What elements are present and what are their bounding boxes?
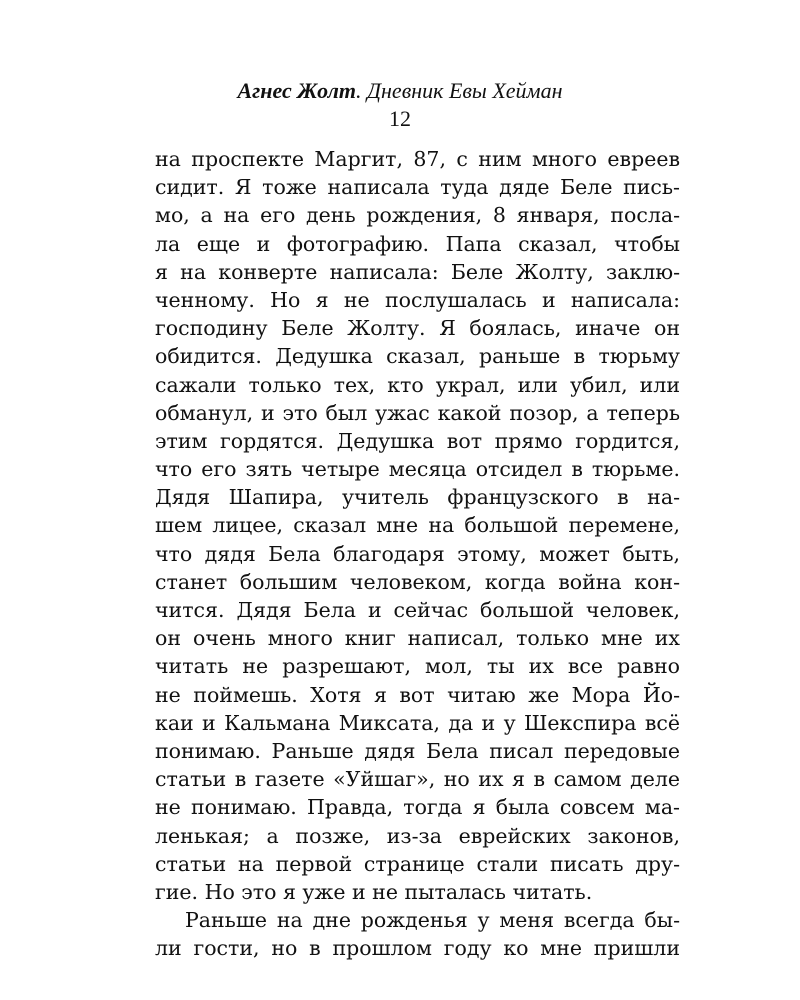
text-line: ленькая; а позже, из-за еврейских законов, — [155, 823, 680, 848]
text-line: что его зять четыре месяца отсидел в тюрьме. — [155, 457, 680, 482]
running-head — [0, 78, 800, 104]
text-line: каи и Кальмана Миксата, да и у Шекспира всё — [155, 710, 680, 735]
text-line: понимаю. Раньше дядя Бела писал передовые — [155, 738, 680, 763]
text-line: на проспекте Маргит, 87, с ним много евреев — [155, 147, 680, 171]
running-head-title: Дневник Евы Хейман — [367, 78, 563, 103]
text-line: статьи на первой странице стали писать дру- — [155, 851, 680, 876]
text-line: ла еще и фотографию. Папа сказал, чтобы — [155, 231, 680, 256]
text-line: что дядя Бела благодаря этому, может быть, — [155, 541, 680, 566]
text-line: станет большим человеком, когда война кон- — [155, 569, 680, 594]
text-line: читать не разрешают, мол, ты их все равно — [155, 654, 680, 679]
text-line: ченному. Но я не послушалась и написала: — [155, 287, 680, 312]
page-number: 12 — [389, 106, 411, 131]
text-line: гие. Но это я уже и не пыталась читать. — [155, 879, 593, 904]
body-text — [155, 145, 680, 962]
text-line: господину Беле Жолту. Я боялась, иначе он — [155, 316, 680, 341]
running-head-author: Агнес Жолт — [237, 78, 357, 103]
text-line: чится. Дядя Бела и сейчас большой человек, — [155, 598, 680, 622]
text-line: не поймешь. Хотя я вот читаю же Мора Йо- — [155, 682, 680, 707]
text-line: шем лицее, сказал мне на большой перемене, — [155, 513, 680, 538]
text-line: сидит. Я тоже написала туда дяде Беле пись- — [155, 175, 680, 200]
text-line: я на конверте написала: Беле Жолту, заклю- — [155, 259, 680, 284]
text-line: обманул, и это был ужас какой позор, а теперь — [155, 400, 680, 425]
text-line: мо, а на его день рождения, 8 января, посла- — [155, 203, 680, 228]
text-line: Раньше на дне рожденья у меня всегда бы- — [185, 908, 680, 933]
text-line: ли гости, но в прошлом году ко мне пришли — [155, 936, 680, 961]
text-line: обидится. Дедушка сказал, раньше в тюрьму — [155, 344, 680, 369]
text-line: сажали только тех, кто украл, или убил, или — [155, 372, 680, 397]
text-line: не понимаю. Правда, тогда я была совсем ма- — [155, 795, 680, 820]
text-line: статьи в газете «Уйшаг», но их я в самом деле — [155, 767, 680, 792]
text-line: этим гордятся. Дедушка вот прямо гордится, — [155, 428, 680, 453]
text-line: он очень много книг написал, только мне их — [155, 626, 680, 651]
text-line: Дядя Шапира, учитель французского в на- — [155, 485, 680, 510]
running-head-separator: . — [356, 78, 368, 103]
